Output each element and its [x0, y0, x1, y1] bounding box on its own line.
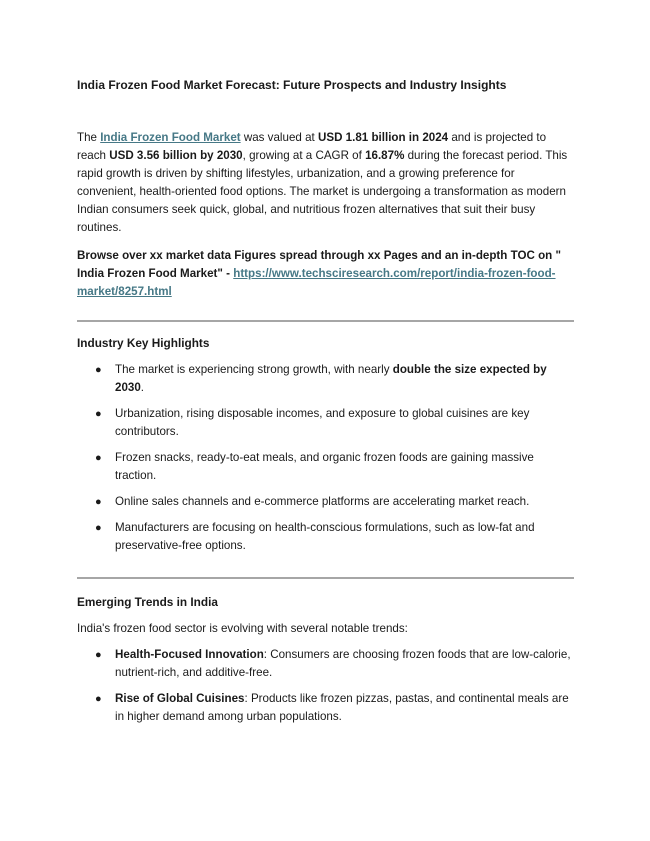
list-item: ● Online sales channels and e-commerce platforms are accelerating market reach.	[77, 493, 574, 511]
list-item: ● Rise of Global Cuisines: Products like frozen pizzas, pastas, and continental meals are in higher demand among urban populations.	[95, 692, 569, 723]
list-item: ● The market is experiencing strong growth, with nearly double the size expected by 2030.	[95, 363, 547, 394]
market-link[interactable]: India Frozen Food Market	[100, 131, 241, 144]
list-item: ● Frozen snacks, ready-to-eat meals, and organic frozen foods are gaining massive traction.	[95, 451, 534, 482]
list-item: ● Urbanization, rising disposable incomes, and exposure to global cuisines are key contributors.	[95, 407, 530, 438]
cagr-value: 16.87%	[365, 149, 405, 163]
bullet-icon: ●	[95, 522, 102, 534]
document-title: India Frozen Food Market Forecast: Future Prospects and Industry Insights	[77, 78, 507, 92]
trends-list	[77, 646, 574, 726]
list-item: ● Manufacturers are focusing on health-conscious formulations, such as low-fat and preservative-free options.	[95, 521, 535, 552]
trends-intro: India's frozen food sector is evolving with several notable trends:	[77, 622, 408, 635]
highlights-heading: Industry Key Highlights	[77, 336, 210, 350]
bullet-icon: ●	[95, 364, 102, 376]
list-item: ● Health-Focused Innovation: Consumers are choosing frozen foods that are low-calorie, nutrient-rich, and additive-free.	[95, 648, 571, 679]
bullet-icon: ●	[95, 649, 102, 661]
bullet-icon: ●	[95, 452, 102, 464]
bullet-icon: ●	[95, 408, 102, 420]
report-url-link[interactable]: https://www.techsciresearch.com/report/india-frozen-food-market/8257.html	[77, 267, 556, 298]
bullet-icon: ●	[95, 496, 102, 508]
section-divider	[77, 320, 574, 322]
value-2030: USD 3.56 billion by 2030	[109, 149, 243, 163]
browse-paragraph: Browse over xx market data Figures spread through xx Pages and an in-depth TOC on " India Frozen Food Market" - https://www.techsciresearch.com/report/india-frozen-food-market/8257.html	[77, 249, 561, 298]
bullet-icon: ●	[95, 693, 102, 705]
value-2024: USD 1.81 billion in 2024	[317, 131, 449, 144]
trends-heading: Emerging Trends in India	[77, 595, 218, 609]
intro-paragraph: The India Frozen Food Market was valued at USD 1.81 billion in 2024 and is projected to reach USD 3.56 billion by 2030, growing at a CAGR of 16.87% during the forecast period. This rapid growth is driven by shifting lifestyles, urbanization, and a growing preference for convenient, health-oriented food options. The market is undergoing a transformation as modern Indian consumers seek quick, global, and nutritious frozen alternatives that suit their busy routines.	[77, 131, 568, 235]
highlights-list	[77, 361, 574, 555]
section-divider	[77, 577, 574, 579]
